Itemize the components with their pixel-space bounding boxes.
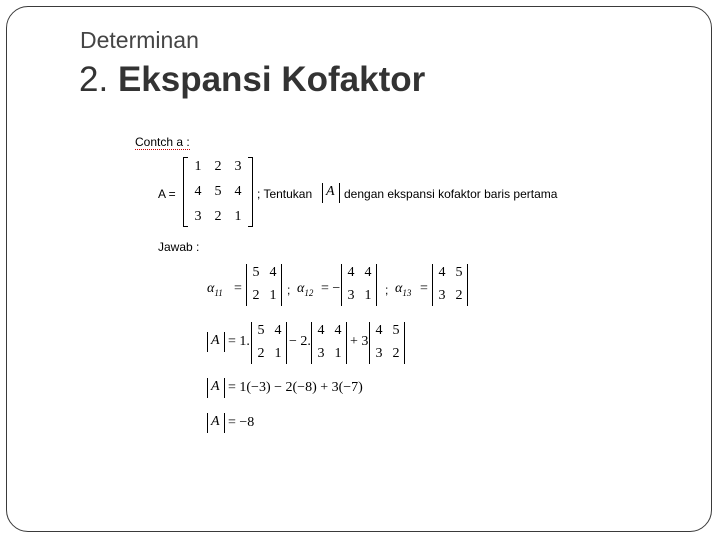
matrix-cell: 2 [392, 346, 400, 361]
minor-11-expansion [251, 322, 287, 364]
separator: ; [385, 283, 389, 297]
det-a [322, 183, 340, 203]
alpha-symbol: α [207, 281, 215, 296]
det-bar [207, 332, 208, 352]
matrix-cell: 3 [194, 209, 202, 224]
instruction-prefix: ; Tentukan [257, 187, 313, 201]
det-bar [224, 378, 225, 398]
matrix-bracket-right [248, 157, 253, 227]
det-bar [322, 183, 323, 203]
minor-12 [341, 264, 377, 306]
result-line: = −8 [228, 415, 255, 430]
expansion-eq: = 1. [228, 334, 250, 349]
matrix-cell: 4 [317, 323, 325, 338]
matrix-cell: 3 [234, 159, 242, 174]
det-symbol: A [326, 184, 335, 199]
matrix-cell: 3 [347, 288, 355, 303]
minor-13-expansion [369, 322, 405, 364]
matrix-cell: 4 [375, 323, 383, 338]
equals-sign: = [420, 281, 428, 296]
matrix-cell: 2 [214, 159, 222, 174]
matrix-cell: 2 [214, 209, 222, 224]
matrix-cell: 1 [194, 159, 202, 174]
det-bar [224, 413, 225, 433]
det-symbol: A [211, 379, 220, 394]
matrix-cell: 5 [257, 323, 265, 338]
matrix-cell: 4 [194, 184, 202, 199]
expansion-minus: − 2. [289, 334, 311, 349]
matrix-cell: 2 [252, 288, 260, 303]
slide-subtitle: Determinan [80, 27, 199, 53]
slide-title [79, 60, 425, 100]
title-text: Ekspansi Kofaktor [117, 60, 426, 99]
matrix-cell: 4 [274, 323, 282, 338]
det-a [207, 413, 225, 433]
evaluation-line: = 1(−3) − 2(−8) + 3(−7) [228, 380, 363, 395]
matrix-cell: 4 [347, 265, 355, 280]
minor-12-expansion [311, 322, 347, 364]
matrix-cell: 5 [252, 265, 260, 280]
matrix-cell: 2 [257, 346, 265, 361]
equals-sign: = [234, 281, 242, 296]
example-label: Contch a : [135, 135, 190, 149]
matrix-cell: 1 [269, 288, 277, 303]
alpha-subscript: 12 [304, 287, 314, 298]
det-bar [339, 183, 340, 203]
minor-13 [432, 264, 468, 306]
det-bar [224, 332, 225, 352]
alpha-subscript: 11 [214, 287, 223, 298]
title-number: 2. [79, 60, 109, 99]
instruction-suffix: dengan ekspansi kofaktor baris pertama [344, 187, 558, 201]
matrix-cell: 3 [438, 288, 446, 303]
matrix-cell: 4 [364, 265, 372, 280]
alpha-symbol: α [297, 281, 305, 296]
det-bar [207, 413, 208, 433]
matrix-cell: 3 [375, 346, 383, 361]
matrix-cell: 4 [269, 265, 277, 280]
matrix-cell: 1 [364, 288, 372, 303]
matrix-cell: 4 [334, 323, 342, 338]
matrix-label: A = [158, 187, 176, 201]
matrix-cell: 4 [438, 265, 446, 280]
matrix-cell: 4 [234, 184, 242, 199]
matrix-cell: 1 [334, 346, 342, 361]
matrix-cell: 2 [455, 288, 463, 303]
matrix-cell: 1 [274, 346, 282, 361]
alpha-11 [207, 281, 223, 298]
det-a [207, 332, 225, 352]
matrix-a [183, 157, 253, 227]
matrix-cell: 5 [455, 265, 463, 280]
alpha-subscript: 13 [402, 287, 412, 298]
matrix-cell: 3 [317, 346, 325, 361]
matrix-cell: 5 [392, 323, 400, 338]
det-symbol: A [211, 414, 220, 429]
expansion-plus: + 3 [350, 334, 369, 349]
matrix-cell: 1 [234, 209, 242, 224]
minor-11 [246, 264, 282, 306]
det-a [207, 378, 225, 398]
alpha-12 [297, 281, 313, 298]
alpha-13 [395, 281, 411, 298]
separator: ; [287, 283, 291, 297]
answer-label: Jawab : [158, 240, 200, 254]
det-bar [207, 378, 208, 398]
equals-minus: = − [321, 281, 341, 296]
matrix-cell: 5 [214, 184, 222, 199]
alpha-symbol: α [395, 281, 403, 296]
det-symbol: A [211, 333, 220, 348]
